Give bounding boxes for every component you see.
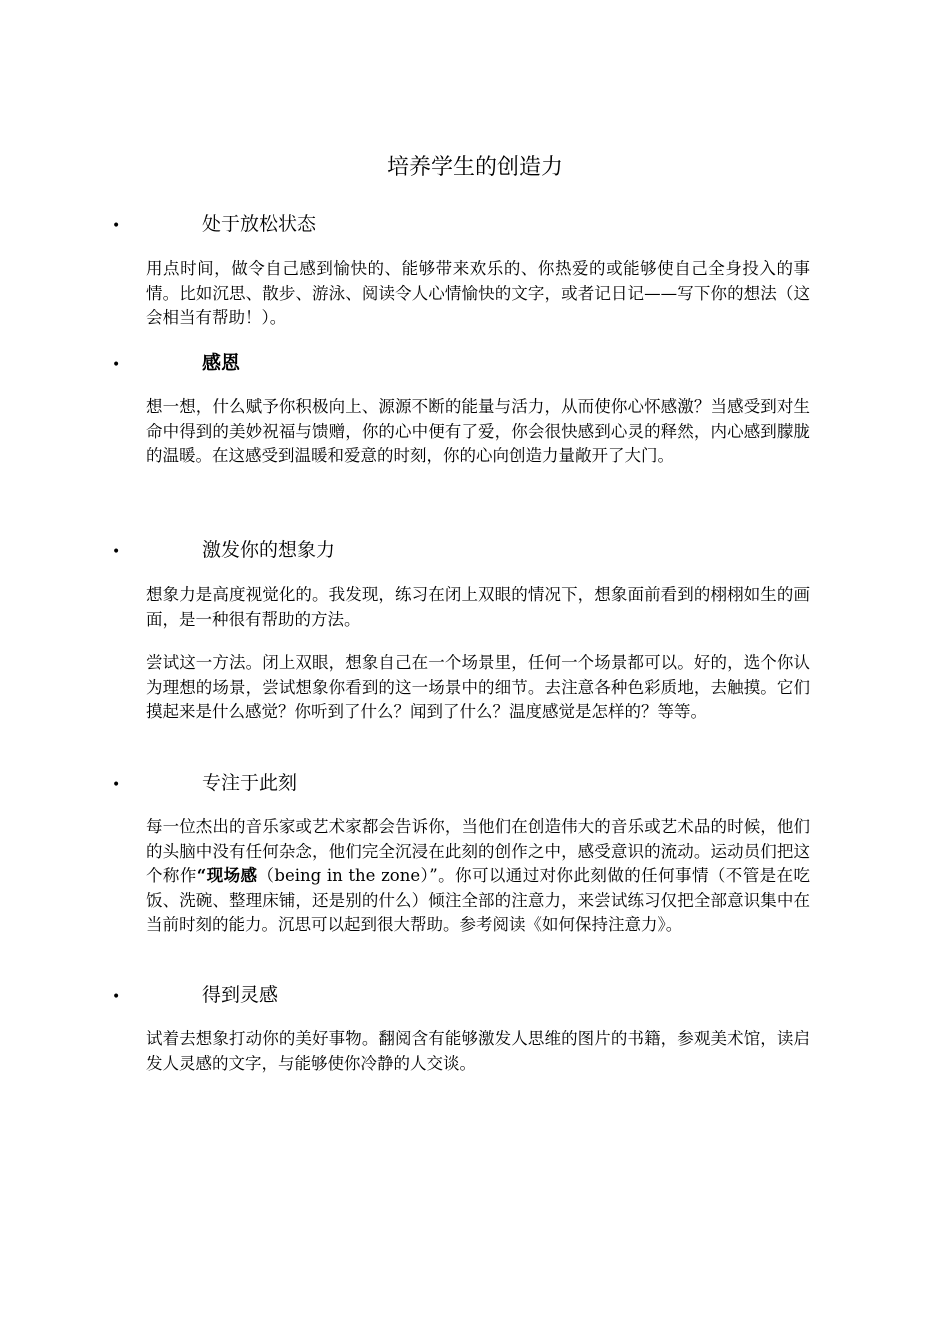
section-heading-present-moment: 专注于此刻 [202,772,298,794]
page-title: 培养学生的创造力 [386,155,563,180]
section-heading-inspiration: 得到灵感 [202,984,279,1006]
section-paragraph [146,815,810,938]
bullet-marker: • [112,544,121,560]
bullet-marker: • [112,218,121,234]
paragraph-text: 每一位杰出的音乐家或艺术家都会告诉你，当他们在创造伟大的音乐或艺术品的时候，他们的头脑中没有任何杂念，他们完全沉浸在此刻的创作之中，感受意识的流动。运动员们把这个称作 [146,817,810,885]
section-paragraph: 尝试这一方法。闭上双眼，想象自己在一个场景里，任何一个场景都可以。好的，选个你认为理想的场景，尝试想象你看到的这一场景中的细节。去注意各种色彩质地，去触摸。它们摸起来是什么感觉？你听到了什么？闻到了什么？温度感觉是怎样的？等等。 [146,653,810,721]
bullet-marker: • [112,357,121,373]
emphasis-text: “现场感 [196,866,258,885]
section-heading-relax: 处于放松状态 [202,213,317,235]
section-heading-gratitude: 感恩 [202,352,241,374]
section-paragraph: 用点时间，做令自己感到愉快的、能够带来欢乐的、你热爱的或能够使自己全身投入的事情。比如沉思、散步、游泳、阅读令人心情愉快的文字，或者记日记——写下你的想法（这会相当有帮助！）。 [146,259,810,327]
paragraph-text: （being in the zone）”。你可以通过对你此刻做的任何事情（不管是在吃饭、洗碗、整理床铺，还是别的什么）倾注全部的注意力，来尝试练习仅把全部意识集中在当前时刻的能力。沉思可以起到很大帮助。参考阅读《如何保持注意力》。 [146,866,810,934]
section-paragraph: 想一想，什么赋予你积极向上、源源不断的能量与活力，从而使你心怀感激？当感受到对生命中得到的美妙祝福与馈赠，你的心中便有了爱，你会很快感到心灵的释然，内心感到朦胧的温暖。在这感受到温暖和爱意的时刻，你的心向创造力量敞开了大门。 [146,397,810,465]
section-paragraph: 试着去想象打动你的美好事物。翻阅含有能够激发人思维的图片的书籍，参观美术馆，读启发人灵感的文字，与能够使你冷静的人交谈。 [146,1029,810,1073]
bullet-marker: • [112,989,121,1005]
bullet-marker: • [112,777,121,793]
section-heading-imagination: 激发你的想象力 [202,539,336,561]
section-paragraph: 想象力是高度视觉化的。我发现，练习在闭上双眼的情况下，想象面前看到的栩栩如生的画面，是一种很有帮助的方法。 [146,585,810,629]
